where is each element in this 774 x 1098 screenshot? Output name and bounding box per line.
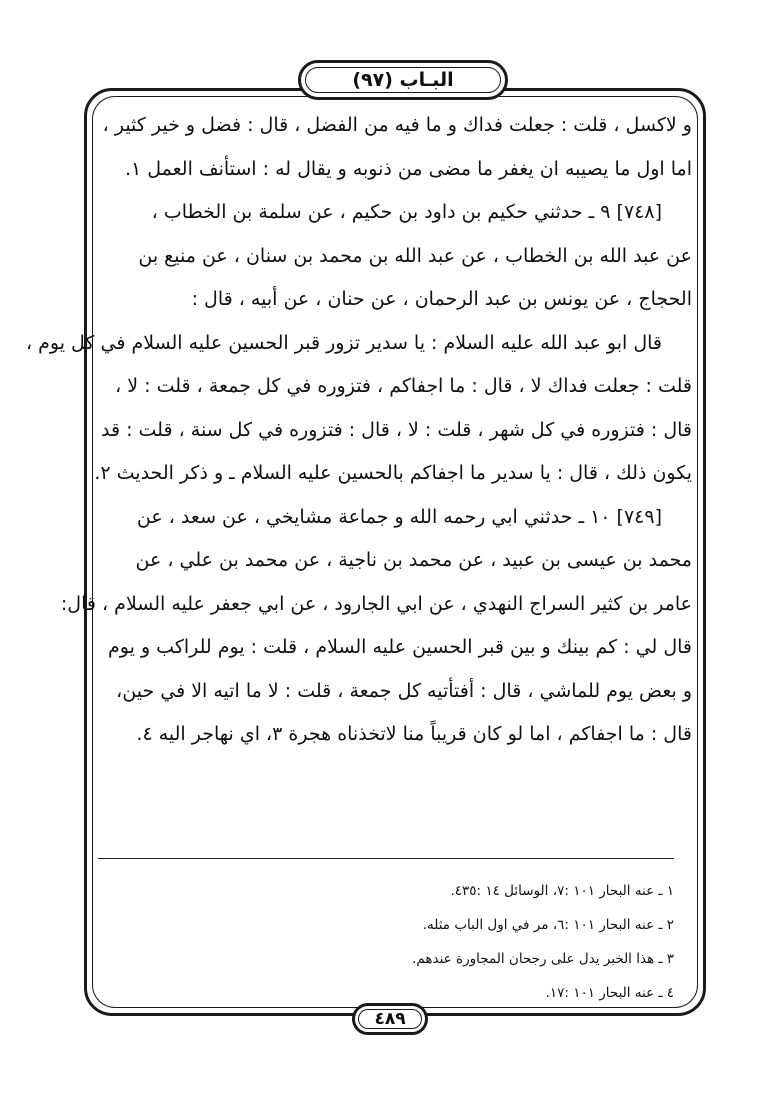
text-line: و بعض يوم للماشي ، قال : أفتأتيه كل جمعة ، قلت : لا ما اتيه الا في حين، [116, 679, 692, 702]
text-line: و لاكسل ، قلت : جعلت فداك و ما فيه من الفضل ، قال : فضل و خير كثير ، [102, 114, 692, 136]
footnote-3: ٣ ـ هذا الخبر يدل على رجحان المجاورة عندهم. [412, 951, 674, 967]
text-line: اما اول ما يصيبه ان يغفر ما مضى من ذنوبه و يقال له : استأنف العمل ١. [124, 157, 692, 180]
text-line: [٧٤٩] ١٠ ـ حدثني ابي رحمه الله و جماعة مشايخي ، عن سعد ، عن [136, 505, 662, 528]
text-line: الحجاج ، عن يونس بن عبد الرحمان ، عن حنان ، عن أبيه ، قال : [191, 288, 692, 310]
chapter-title: البـاب (٩٧) [352, 69, 454, 91]
footnote-divider [98, 858, 674, 859]
page-number-badge [352, 1003, 428, 1035]
text-line: قال لي : كم بينك و بين قبر الحسين عليه السلام ، قلت : يوم للراكب و يوم [108, 636, 692, 658]
chapter-header [298, 60, 508, 100]
footnotes [114, 874, 674, 1010]
text-line: قال : فتزوره في كل شهر ، قلت : لا ، قال : فتزوره في كل سنة ، قلت : قد [100, 418, 692, 441]
text-line: قال ابو عبد الله عليه السلام : يا سدير تزور قبر الحسين عليه السلام في كل يوم ، [25, 331, 662, 354]
footnote-4: ٤ ـ عنه البحار ١٠١ :١٧. [545, 985, 674, 1001]
text-line: عامر بن كثير السراج النهدي ، عن ابي الجارود ، عن ابي جعفر عليه السلام ، قال: [60, 592, 692, 615]
footnote-2: ٢ ـ عنه البحار ١٠١ :٦، مر في اول الباب مثله. [422, 917, 674, 933]
text-line: يكون ذلك ، قال : يا سدير ما اجفاكم بالحسين عليه السلام ـ و ذكر الحديث ٢. [94, 462, 692, 484]
text-line: قال : ما اجفاكم ، اما لو كان قريباً منا لاتخذناه هجرة ٣، اي نهاجر اليه ٤. [136, 723, 692, 745]
text-line: [٧٤٨] ٩ ـ حدثني حكيم بن داود بن حكيم ، عن سلمة بن الخطاب ، [151, 201, 662, 223]
page-number: ٤٨٩ [374, 1009, 406, 1029]
text-line: محمد بن عيسى بن عبيد ، عن محمد بن ناجية ، عن محمد بن علي ، عن [135, 549, 692, 571]
footnote-1: ١ ـ عنه البحار ١٠١ :٧، الوسائل ١٤ :٤٣٥. [450, 883, 674, 899]
text-line: عن عبد الله بن الخطاب ، عن عبد الله بن محمد بن سنان ، عن منيع بن [138, 244, 692, 267]
main-text [25, 104, 692, 757]
text-line: قلت : جعلت فداك لا ، قال : ما اجفاكم ، فتزوره في كل جمعة ، قلت : لا ، [115, 375, 692, 397]
